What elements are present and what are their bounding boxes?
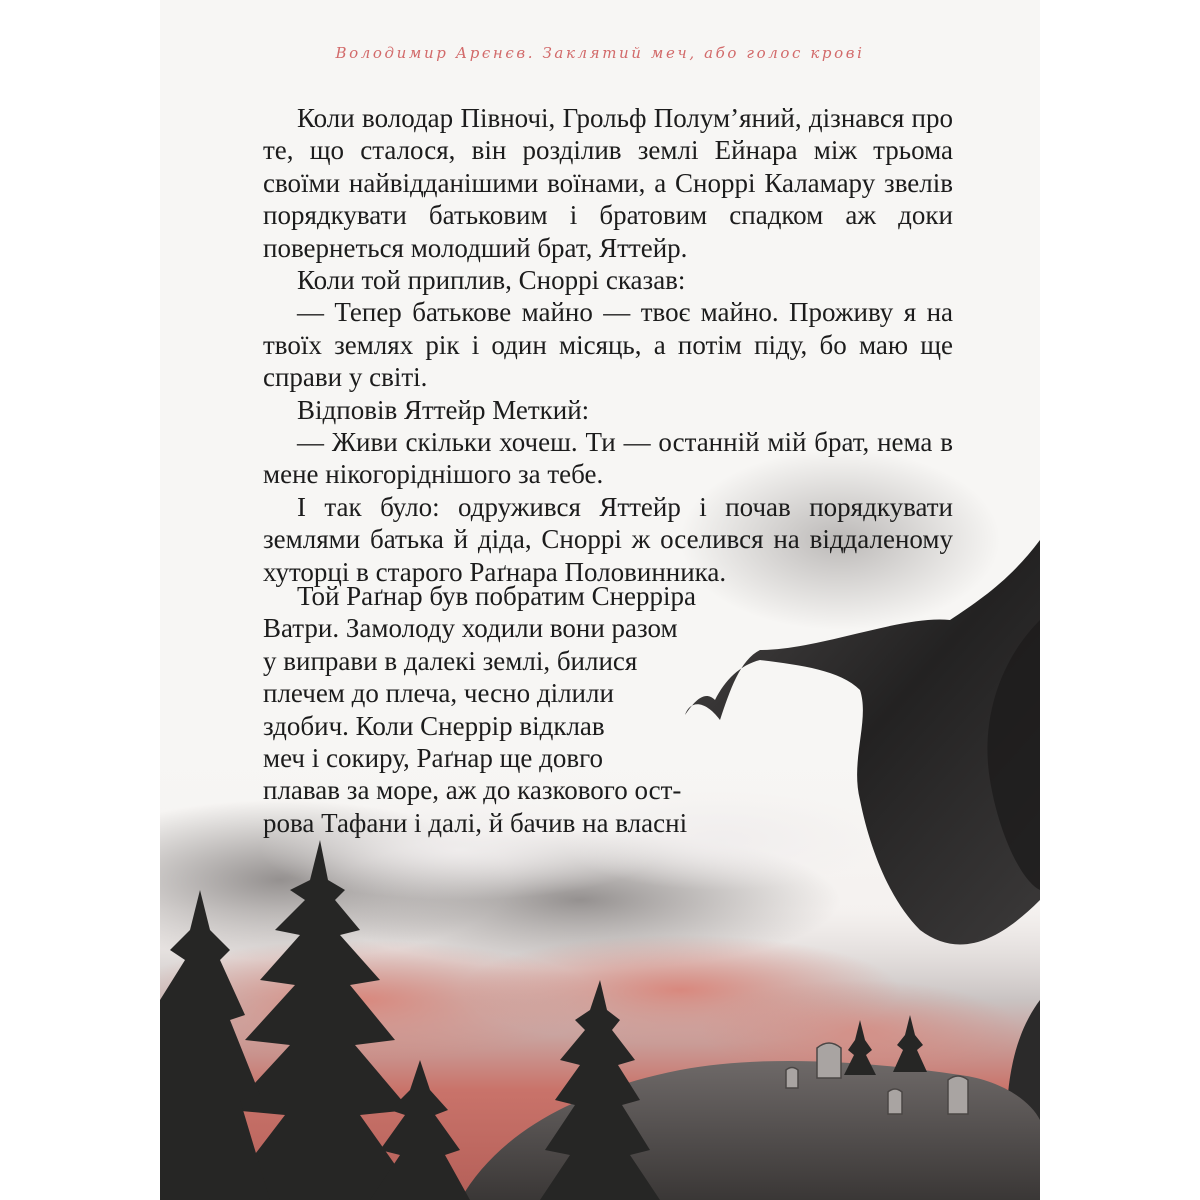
- paragraph: І так було: одружився Яттейр і почав порядкувати землями батька й діда, Сноррі ж оселився на віддаленому хуторці в старого Раґнара Половинника.: [263, 491, 953, 587]
- paragraph: — Живи скільки хочеш. Ти — останній мій брат, нема в мене нікогоріднішого за тебе.: [263, 427, 953, 490]
- paragraph: — Тепер батькове майно — твоє майно. Проживу я на твоїх землях рік і один місяць, а потім піду, бо маю ще справи у світі.: [263, 297, 953, 393]
- text-line: плавав за море, аж до казкового ост-: [263, 775, 682, 806]
- text-line: Той Раґнар був побратим Снерріра: [297, 581, 697, 611]
- text-line: Ватри. Замолоду ходили вони разом: [263, 613, 678, 644]
- body-text: [263, 102, 953, 588]
- text-line: у виправи в далекі землі, билися: [263, 645, 638, 676]
- book-page: [160, 0, 1040, 1200]
- text-line: плечем до плеча, чесно ділили: [263, 678, 614, 709]
- text-line: меч і сокиру, Раґнар ще довго: [263, 743, 604, 774]
- paragraph: Відповів Яттейр Меткий:: [297, 394, 590, 425]
- text-line: рова Тафани і далі, й бачив на власні: [263, 807, 688, 838]
- body-text-narrow: [263, 580, 696, 839]
- text-line: здобич. Коли Снеррір відклав: [263, 710, 605, 741]
- running-head: Володимир Арєнєв. Заклятий меч, або голос крові: [335, 44, 865, 62]
- paragraph: Коли володар Півночі, Грольф Полум’яний, дізнався про те, що сталося, він розділив землі Ейнара між трьома своїми найвідданішими воїнами, а Сноррі Каламару звелів порядкувати батьковим і братовим спадком аж доки повернеться молодший брат, Яттейр.: [263, 103, 953, 263]
- paragraph: Коли той приплив, Сноррі сказав:: [297, 265, 686, 296]
